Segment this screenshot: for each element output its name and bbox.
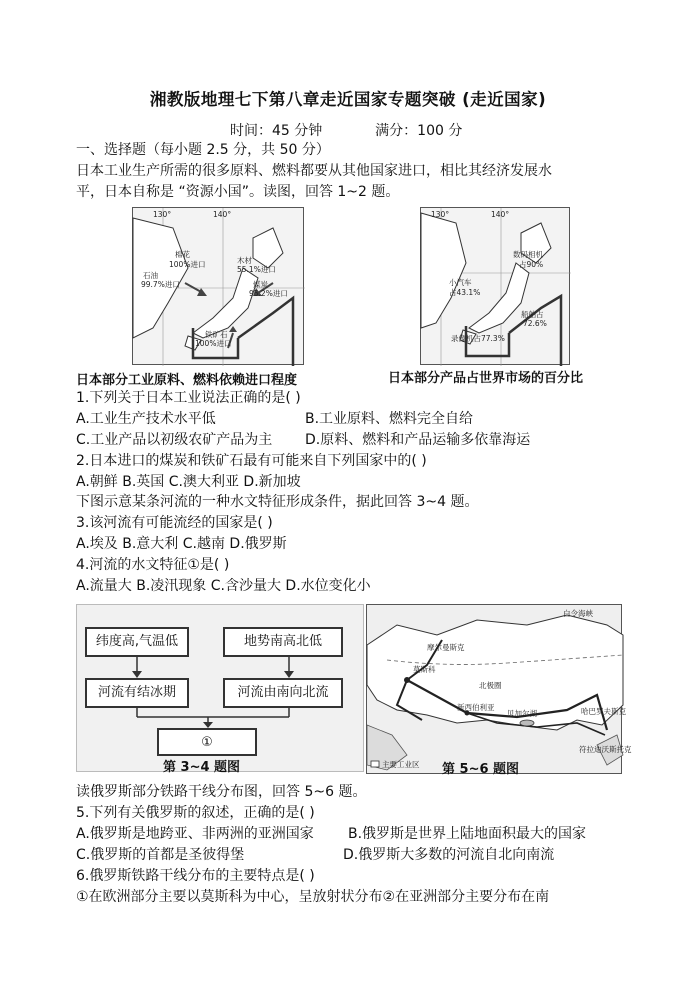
car-label: 小汽车 <box>449 278 472 287</box>
moscow-label: 莫斯科 <box>413 665 436 674</box>
question-2-options: A.朝鲜 B.英国 C.澳大利亚 D.新加坡 <box>76 474 301 490</box>
legend-label: 主要工业区 <box>382 760 420 769</box>
river-flowchart <box>76 604 364 775</box>
coal-pct: 95.2%进口 <box>249 289 288 298</box>
question-5-option-c: C.俄罗斯的首都是圣彼得堡 <box>76 847 245 863</box>
cotton-label: 棉花 <box>175 250 190 259</box>
intro-5-6: 读俄罗斯部分铁路干线分布图，回答 5~6 题。 <box>76 784 367 800</box>
exam-score: 满分：100 分 <box>375 123 463 139</box>
murmansk-label: 摩尔曼斯克 <box>427 643 465 652</box>
flow-box-flow-north: 河流由南向北流 <box>223 678 343 708</box>
question-2: 2.日本进口的煤炭和铁矿石最有可能来自下列国家中的( ) <box>76 453 427 469</box>
wood-pct: 55.1%进口 <box>237 265 276 274</box>
ship-label: 船舶占 <box>521 310 544 319</box>
question-6-statement: ①在欧洲部分主要以莫斯科为中心，呈放射状分布②在亚洲部分主要分布在南 <box>76 889 550 905</box>
lon-label: 130° <box>431 210 450 219</box>
question-1-option-c: C.工业产品以初级农矿产品为主 <box>76 432 273 448</box>
iron-pct: 100%进口 <box>195 339 232 348</box>
flow-box-terrain: 地势南高北低 <box>223 627 343 657</box>
section-heading: 一、选择题（每小题 2.5 分，共 50 分） <box>76 142 330 158</box>
question-3-options: A.埃及 B.意大利 C.越南 D.俄罗斯 <box>76 536 287 552</box>
figure1-right-caption: 日本部分产品占世界市场的百分比 <box>388 371 584 386</box>
question-4: 4.河流的水文特征①是( ) <box>76 557 230 573</box>
figure2-caption: 第 3~4 题图 <box>163 760 241 775</box>
question-5-option-d: D.俄罗斯大多数的河流自北向南流 <box>343 847 555 863</box>
exam-meta <box>230 120 462 140</box>
lon-label: 130° <box>153 210 172 219</box>
camera-pct: 占90% <box>519 260 544 269</box>
arctic-label: 北极圈 <box>479 681 502 690</box>
question-1: 1.下列关于日本工业说法正确的是( ) <box>76 390 301 406</box>
page-title: 湘教版地理七下第八章走近国家专题突破 (走近国家) <box>149 90 547 109</box>
bering-label: 白令海峡 <box>563 609 593 618</box>
vladivostok-label: 符拉迪沃斯托克 <box>579 745 632 754</box>
question-1-option-a: A.工业生产技术水平低 <box>76 411 216 427</box>
oil-pct: 99.7%进口 <box>141 280 180 289</box>
oil-label: 石油 <box>143 271 158 280</box>
question-1-option-d: D.原料、燃料和产品运输多依靠海运 <box>305 432 531 448</box>
lon-label: 140° <box>491 210 510 219</box>
iron-label: 铁矿石 <box>205 330 228 339</box>
ship-pct: 72.6% <box>523 319 547 328</box>
cotton-pct: 100%进口 <box>169 260 206 269</box>
question-3: 3.该河流有可能流经的国家是( ) <box>76 515 273 531</box>
question-6: 6.俄罗斯铁路干线分布的主要特点是( ) <box>76 868 315 884</box>
flow-box-freezing: 河流有结冰期 <box>85 678 189 708</box>
flow-box-blank: ① <box>157 728 257 756</box>
intro-line-2: 平，日本自称是 “资源小国”。读图，回答 1~2 题。 <box>76 184 400 200</box>
baikal-label: 贝加尔湖 <box>507 709 537 718</box>
question-1-option-b: B.工业原料、燃料完全自给 <box>305 411 474 427</box>
khabarovsk-label: 哈巴罗夫斯克 <box>581 707 626 716</box>
figure1-left-caption: 日本部分工业原料、燃料依赖进口程度 <box>76 373 298 388</box>
exam-time: 时间：45 分钟 <box>230 123 323 139</box>
japan-import-map <box>132 207 304 365</box>
question-5-option-a: A.俄罗斯是地跨亚、非两洲的亚洲国家 <box>76 826 314 842</box>
wood-label: 木材 <box>237 256 252 265</box>
japan-market-share-map <box>420 207 570 365</box>
novosibirsk-label: 新西伯利亚 <box>457 703 495 712</box>
flow-box-latitude: 纬度高,气温低 <box>85 627 189 657</box>
question-4-options: A.流量大 B.凌汛现象 C.含沙量大 D.水位变化小 <box>76 578 371 594</box>
camera-label: 数码相机 <box>513 250 543 259</box>
russia-railway-map <box>366 604 632 774</box>
coal-label: 煤炭 <box>253 280 268 289</box>
figure3-caption: 第 5~6 题图 <box>442 762 520 777</box>
question-5: 5.下列有关俄罗斯的叙述，正确的是( ) <box>76 805 315 821</box>
intro-line-1: 日本工业生产所需的很多原料、燃料都要从其他国家进口，相比其经济发展水 <box>76 163 552 179</box>
vcr-label: 录像机占77.3% <box>451 334 505 343</box>
lon-label: 140° <box>213 210 232 219</box>
question-5-option-b: B.俄罗斯是世界上陆地面积最大的国家 <box>348 826 587 842</box>
intro-3-4: 下图示意某条河流的一种水文特征形成条件，据此回答 3~4 题。 <box>76 494 479 510</box>
car-pct: 占43.1% <box>449 288 481 297</box>
